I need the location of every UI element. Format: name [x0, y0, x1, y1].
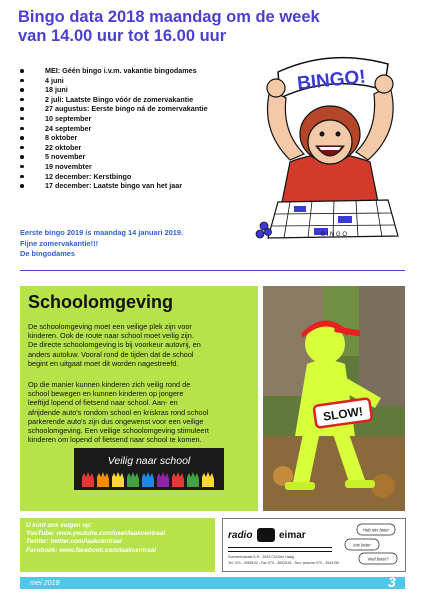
colored-hands-icon [80, 471, 218, 487]
title-line-2: van 14.00 uur tot 16.00 uur [18, 27, 227, 45]
social-links-box [20, 518, 215, 572]
list-item: 2 juli: Laatste Bingo vóór de zomervakantie [20, 95, 260, 105]
paragraph-line: De directe schoolomgeving is bij voorkeur autovrij, en [28, 340, 201, 350]
list-item: 10 september [20, 114, 260, 124]
school-article [20, 286, 258, 511]
bubble-text: Heb iets beter [362, 527, 390, 533]
paragraph-line: leeftijd lopend of fietsend naar school. Aan- en [28, 398, 178, 408]
facebook-link[interactable]: Facebook: www.facebook.com/laakcentraal [26, 546, 156, 554]
school-paragraph-2 [28, 380, 250, 444]
list-item: 22 oktober [20, 143, 260, 153]
list-item: 17 december: Laatste bingo van het jaar [20, 181, 260, 191]
list-item: 8 oktober [20, 133, 260, 143]
twitter-link[interactable]: Twitter: twitter.com/laakcentraal [26, 538, 122, 546]
bingo-cartoon-image [250, 50, 410, 240]
list-item: 27 augustus: Eerste bingo ná de zomervakantie [20, 104, 260, 114]
list-item: 18 juni [20, 85, 260, 95]
banner-text: Veilig naar school [107, 455, 191, 467]
note-signature: De bingodames [20, 249, 76, 259]
bingo-banner-text: BINGO! [296, 66, 367, 95]
footer-month: mei 2018 [30, 578, 60, 587]
bingo-card-text: B I N G O [320, 232, 348, 238]
paragraph-line: parkerende auto's zijn dus ongewenst voor een veilige [28, 416, 204, 426]
paragraph-line: kinderen. Ook de route naar school moet veilig zijn. [28, 331, 194, 341]
paragraph-line: De schoolomgeving moet een veilige plek zijn voor [28, 322, 192, 331]
list-item: 4 juni [20, 76, 260, 86]
school-paragraph-1 [28, 322, 250, 368]
bingo-notes [20, 228, 270, 260]
social-intro: U kunt ons volgen op: [26, 522, 93, 529]
paragraph-line: afrijdende auto's rondom school en kriskras rond school [28, 407, 209, 417]
ad-logo-text: radio [228, 530, 253, 541]
school-heading: Schoolomgeving [28, 292, 174, 312]
paragraph-line: schoolomgeving. Een veilige schoolomgeving stimuleert [28, 426, 209, 436]
bingo-card [268, 200, 398, 238]
list-item: MEI: Géén bingo i.v.m. vakantie bingodames [20, 66, 260, 76]
note-next-year: Eerste bingo 2019 is maandag 14 januari 2019. [20, 228, 184, 237]
speech-bubbles-icon [337, 522, 403, 568]
ad-divider [228, 551, 332, 552]
ad-logo-name: eimar [279, 530, 306, 541]
page-footer [20, 574, 405, 590]
paragraph-line: Op die manier kunnen kinderen zich veilig rond de [28, 380, 191, 389]
youtube-link[interactable]: YouTube: www.youtube.com/user/laakcentraal [26, 530, 166, 538]
slow-sign-text: SLOW! [322, 404, 364, 424]
bingo-banner [278, 58, 388, 98]
section-divider [20, 270, 405, 271]
bubble-text: Veel beter? [367, 556, 389, 562]
list-item: 24 september [20, 124, 260, 134]
ad-contact: Tel. 070 - 3965102 - Fax 070 - 3652515 - Taxi. www.tel 070 - 3944750 [228, 561, 340, 565]
bingo-dates-list [20, 66, 260, 191]
ad-divider [228, 547, 332, 548]
list-item: 12 december: Kerstbingo [20, 172, 260, 182]
ad-logo-icon [257, 528, 275, 542]
veilig-naar-school-banner [74, 448, 224, 490]
page-title [18, 8, 413, 46]
paragraph-line: kinderen om lopend of fietsend naar school te komen. [28, 435, 202, 445]
slow-figure-photo [263, 286, 405, 511]
list-item: 5 november [20, 152, 260, 162]
advertisement-box [222, 518, 406, 572]
list-item: 19 novembter [20, 162, 260, 172]
bubble-text: Iets beter [353, 542, 371, 548]
ad-address: Soeverenstraat 5-H - 2533 CN Den Haag [228, 555, 294, 559]
paragraph-line: school bewegen en kunnen kinderen op jongere [28, 389, 184, 399]
note-holiday: Fijne zomervakantie!!! [20, 238, 99, 248]
paragraph-line: begint en uitgaat moet dit worden nagestreefd. [28, 358, 179, 368]
title-line-1: Bingo data 2018 maandag om de week [18, 8, 320, 26]
paragraph-line: anders autoluw. Vooral rond de tijden dat de school [28, 349, 194, 359]
page-number: 3 [388, 574, 396, 590]
